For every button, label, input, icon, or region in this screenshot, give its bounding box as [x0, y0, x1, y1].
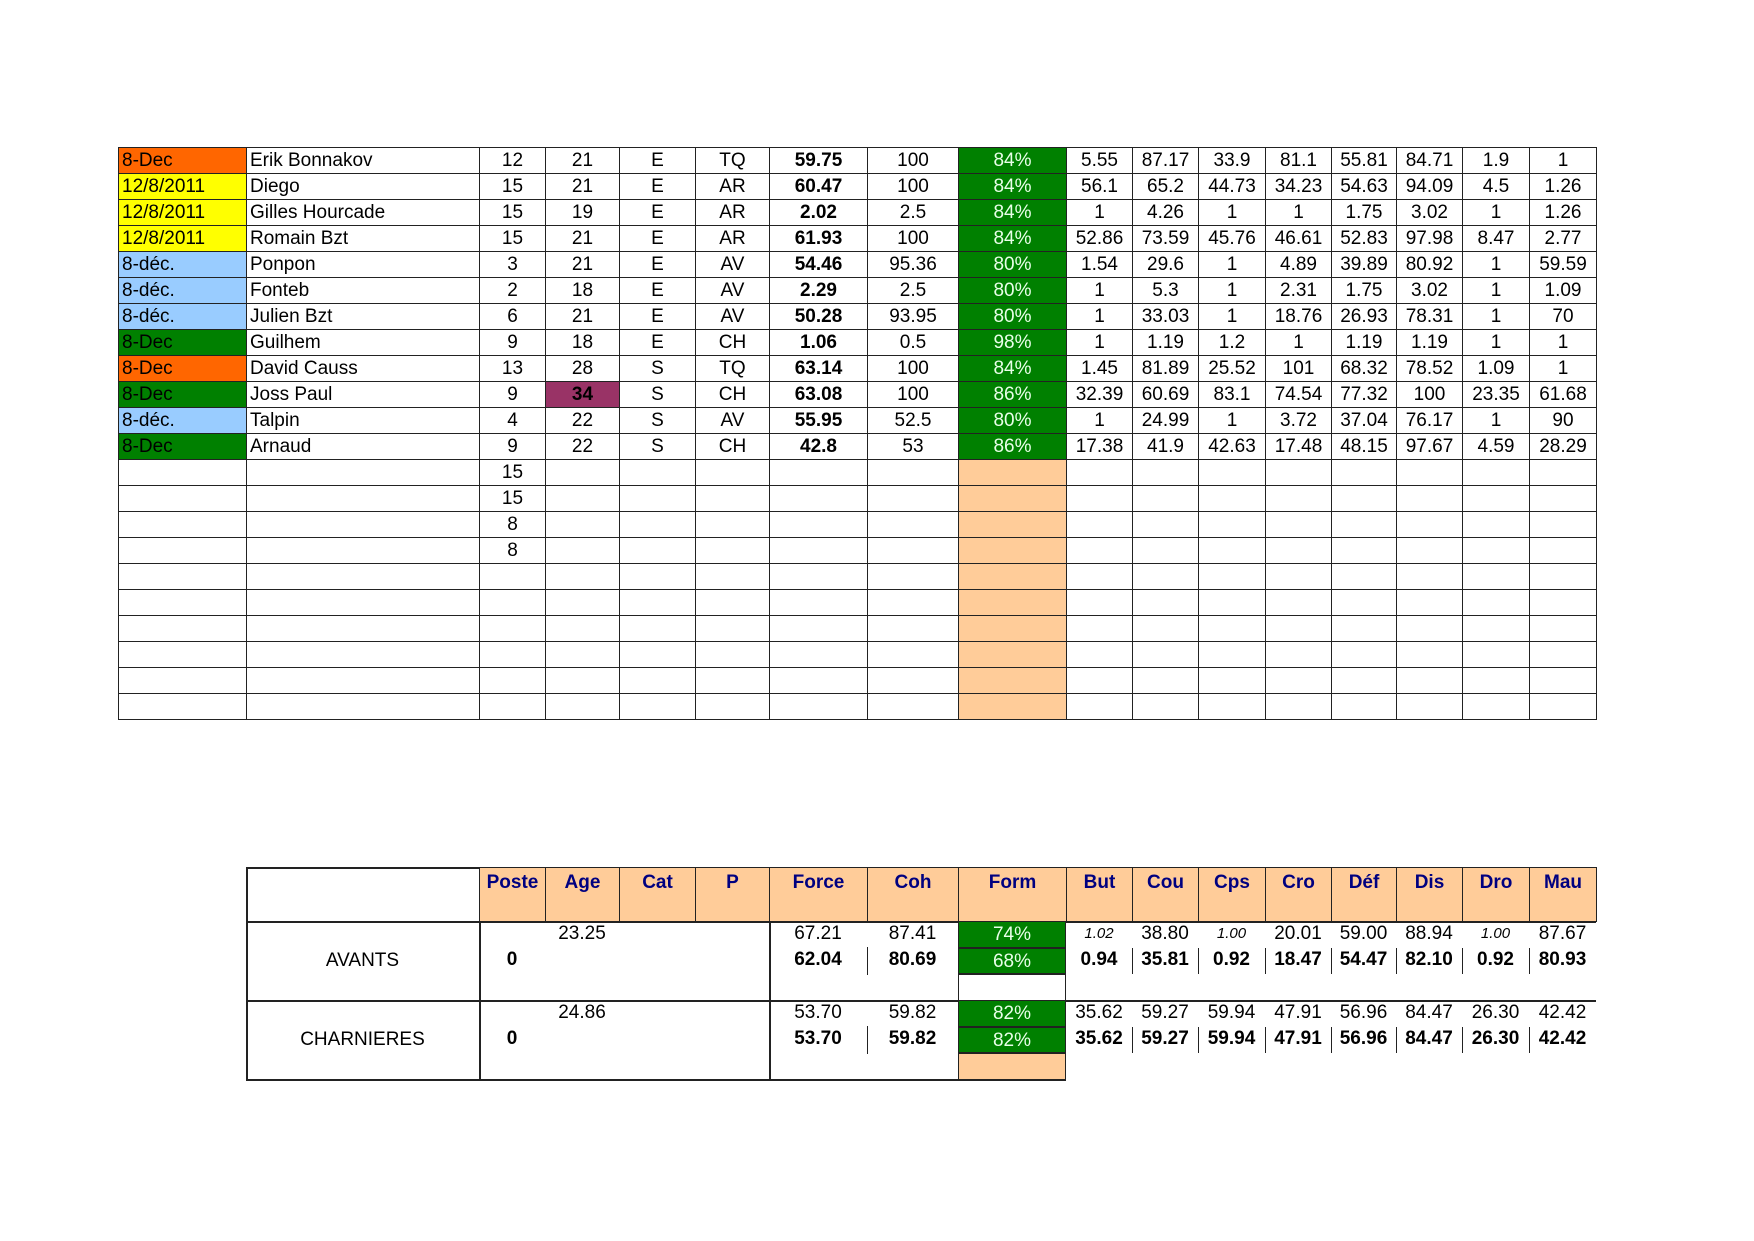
p-cell[interactable]: AR — [696, 174, 770, 200]
cat-cell[interactable]: S — [620, 434, 696, 460]
poste-cell[interactable]: 4 — [480, 408, 546, 434]
poste-cell[interactable]: 15 — [480, 174, 546, 200]
stat-cell[interactable]: 52.83 — [1332, 226, 1397, 252]
form-cell[interactable]: 84% — [959, 174, 1067, 200]
stat-cell[interactable]: 87.17 — [1133, 148, 1199, 174]
stat-cell[interactable]: 81.1 — [1266, 148, 1332, 174]
stat-cell[interactable]: 74.54 — [1266, 382, 1332, 408]
header-but: But — [1066, 867, 1133, 922]
grid-line — [246, 1079, 1066, 1081]
name-cell[interactable]: Arnaud — [247, 434, 480, 460]
force-value: 67.21 — [794, 923, 842, 944]
stat-cell[interactable]: 1.75 — [1332, 200, 1397, 226]
stat-cell[interactable]: 60.69 — [1133, 382, 1199, 408]
header-cou: Cou — [1132, 867, 1199, 922]
date-cell[interactable]: 12/8/2011 — [119, 200, 247, 226]
stat-cell[interactable]: 17.48 — [1266, 434, 1332, 460]
stat-cell[interactable]: 1.19 — [1133, 330, 1199, 356]
coh-cell[interactable]: 2.5 — [868, 200, 959, 226]
stat-value: 42.42 — [1538, 1002, 1587, 1023]
date-cell[interactable]: 8-déc. — [119, 408, 247, 434]
poste-cell[interactable]: 6 — [480, 304, 546, 330]
stat-cell[interactable]: 1.09 — [1463, 356, 1530, 382]
stat-value-2: 0.92 — [1477, 949, 1514, 970]
coh-value: 87.41 — [888, 923, 937, 944]
form-empty — [958, 1053, 1066, 1080]
coh-value-2: 59.82 — [888, 1028, 937, 1049]
stat-cell[interactable]: 4.26 — [1133, 200, 1199, 226]
name-cell[interactable]: Joss Paul — [247, 382, 480, 408]
stat-cell[interactable]: 45.76 — [1199, 226, 1266, 252]
stat-cell[interactable]: 77.32 — [1332, 382, 1397, 408]
stat-cell[interactable]: 1 — [1530, 148, 1597, 174]
stat-cell[interactable]: 55.81 — [1332, 148, 1397, 174]
force-cell[interactable]: 1.06 — [770, 330, 868, 356]
stat-cell[interactable]: 56.1 — [1067, 174, 1133, 200]
stat-value-2: 35.81 — [1141, 949, 1189, 970]
poste-cell[interactable]: 9 — [480, 434, 546, 460]
poste-cell[interactable]: 13 — [480, 356, 546, 382]
cat-cell[interactable]: S — [620, 382, 696, 408]
cat-cell[interactable]: E — [620, 226, 696, 252]
form-cell[interactable]: 84% — [959, 148, 1067, 174]
form-empty — [958, 974, 1066, 1001]
stat-cell[interactable]: 24.99 — [1133, 408, 1199, 434]
coh-cell[interactable]: 2.5 — [868, 278, 959, 304]
grid-line — [1132, 948, 1133, 974]
poste-cell[interactable]: 15 — [480, 200, 546, 226]
name-cell[interactable]: Gilles Hourcade — [247, 200, 480, 226]
empty-cell[interactable]: 8 — [480, 538, 546, 564]
name-cell[interactable]: Julien Bzt — [247, 304, 480, 330]
stat-cell[interactable]: 8.47 — [1463, 226, 1530, 252]
stat-value: 88.94 — [1405, 923, 1453, 944]
coh-cell[interactable]: 52.5 — [868, 408, 959, 434]
stat-cell[interactable]: 25.52 — [1199, 356, 1266, 382]
stat-cell[interactable]: 1 — [1530, 356, 1597, 382]
p-cell[interactable]: AR — [696, 200, 770, 226]
grid-line — [1132, 1027, 1133, 1053]
header-poste: Poste — [479, 867, 546, 922]
date-cell[interactable]: 12/8/2011 — [119, 174, 247, 200]
empty-cell[interactable]: 8 — [480, 512, 546, 538]
age-cell[interactable]: 22 — [546, 408, 620, 434]
stat-value-2: 80.93 — [1538, 949, 1587, 970]
stat-cell[interactable]: 29.6 — [1133, 252, 1199, 278]
stat-value: 59.94 — [1207, 1002, 1256, 1023]
poste-cell[interactable]: 9 — [480, 330, 546, 356]
force-cell[interactable]: 59.75 — [770, 148, 868, 174]
header-déf: Déf — [1331, 867, 1397, 922]
stat-cell[interactable]: 37.04 — [1332, 408, 1397, 434]
stat-cell[interactable]: 2.31 — [1266, 278, 1332, 304]
name-cell[interactable]: Fonteb — [247, 278, 480, 304]
coh-cell[interactable]: 100 — [868, 148, 959, 174]
stat-cell[interactable]: 42.63 — [1199, 434, 1266, 460]
stat-cell[interactable]: 1.45 — [1067, 356, 1133, 382]
form-cell[interactable]: 86% — [959, 382, 1067, 408]
grid-line — [1396, 948, 1397, 974]
stat-value: 47.91 — [1274, 1002, 1322, 1023]
stat-cell[interactable]: 52.86 — [1067, 226, 1133, 252]
stat-cell[interactable]: 1 — [1266, 330, 1332, 356]
age-cell[interactable]: 21 — [546, 148, 620, 174]
stat-cell[interactable]: 1 — [1463, 330, 1530, 356]
header-force: Force — [769, 867, 868, 922]
coh-cell[interactable]: 100 — [868, 382, 959, 408]
stat-cell[interactable]: 4.89 — [1266, 252, 1332, 278]
grid-line — [1198, 1027, 1199, 1053]
stat-value: 1.00 — [1216, 925, 1247, 942]
stat-cell[interactable]: 4.5 — [1463, 174, 1530, 200]
header-age: Age — [545, 867, 620, 922]
form-cell[interactable]: 86% — [959, 434, 1067, 460]
stat-cell[interactable]: 32.39 — [1067, 382, 1133, 408]
date-cell[interactable]: 8-Dec — [119, 434, 247, 460]
header-cro: Cro — [1265, 867, 1332, 922]
age-cell[interactable]: 18 — [546, 330, 620, 356]
cat-cell[interactable]: S — [620, 408, 696, 434]
form-value: 82% — [958, 1000, 1066, 1027]
grid-line — [1529, 1027, 1530, 1053]
stat-cell[interactable]: 18.76 — [1266, 304, 1332, 330]
stat-cell[interactable]: 48.15 — [1332, 434, 1397, 460]
force-cell[interactable]: 2.02 — [770, 200, 868, 226]
stat-cell[interactable]: 73.59 — [1133, 226, 1199, 252]
poste-cell[interactable]: 3 — [480, 252, 546, 278]
stat-cell[interactable]: 59.59 — [1530, 252, 1597, 278]
date-cell[interactable]: 8-déc. — [119, 304, 247, 330]
age-cell[interactable]: 22 — [546, 434, 620, 460]
date-cell[interactable]: 8-Dec — [119, 356, 247, 382]
stat-cell[interactable]: 1 — [1067, 278, 1133, 304]
stat-value: 1.00 — [1480, 925, 1511, 942]
stat-cell[interactable]: 78.52 — [1397, 356, 1463, 382]
empty-cell[interactable]: 15 — [480, 460, 546, 486]
age-value: 24.86 — [558, 1002, 606, 1023]
stat-value: 56.96 — [1339, 1002, 1388, 1023]
cat-cell[interactable]: E — [620, 330, 696, 356]
p-cell[interactable]: AV — [696, 304, 770, 330]
coh-cell[interactable]: 0.5 — [868, 330, 959, 356]
age-cell[interactable]: 18 — [546, 278, 620, 304]
header-dro: Dro — [1462, 867, 1530, 922]
stat-cell[interactable]: 1.9 — [1463, 148, 1530, 174]
grid-line — [1198, 948, 1199, 974]
grid-line — [1265, 948, 1266, 974]
stat-cell[interactable]: 1.54 — [1067, 252, 1133, 278]
coh-cell[interactable]: 53 — [868, 434, 959, 460]
stat-cell[interactable]: 1 — [1463, 252, 1530, 278]
age-cell[interactable]: 19 — [546, 200, 620, 226]
stat-value: 35.62 — [1075, 1002, 1123, 1023]
grid-line — [1331, 1027, 1332, 1053]
stat-cell[interactable]: 5.3 — [1133, 278, 1199, 304]
grid-line — [1331, 948, 1332, 974]
stat-cell[interactable]: 68.32 — [1332, 356, 1397, 382]
header-dis: Dis — [1396, 867, 1463, 922]
stat-cell[interactable]: 100 — [1397, 382, 1463, 408]
form-cell[interactable]: 80% — [959, 252, 1067, 278]
stat-cell[interactable]: 1 — [1266, 200, 1332, 226]
grid-line — [1396, 1027, 1397, 1053]
stat-value-2: 59.27 — [1141, 1028, 1189, 1049]
stat-value-2: 18.47 — [1274, 949, 1322, 970]
p-cell[interactable]: CH — [696, 330, 770, 356]
stat-cell[interactable]: 84.71 — [1397, 148, 1463, 174]
poste-cell[interactable]: 9 — [480, 382, 546, 408]
stat-cell[interactable]: 1 — [1199, 408, 1266, 434]
stat-cell[interactable]: 1.19 — [1332, 330, 1397, 356]
date-cell[interactable]: 8-Dec — [119, 330, 247, 356]
form-cell[interactable]: 80% — [959, 304, 1067, 330]
stat-value: 38.80 — [1141, 923, 1189, 944]
age-cell[interactable]: 21 — [546, 252, 620, 278]
force-cell[interactable]: 50.28 — [770, 304, 868, 330]
cat-cell[interactable]: E — [620, 200, 696, 226]
name-cell[interactable]: Romain Bzt — [247, 226, 480, 252]
form-cell[interactable]: 84% — [959, 356, 1067, 382]
stat-cell[interactable]: 1 — [1463, 278, 1530, 304]
date-cell[interactable]: 8-Dec — [119, 382, 247, 408]
stat-cell[interactable]: 1 — [1463, 200, 1530, 226]
stat-cell[interactable]: 33.03 — [1133, 304, 1199, 330]
stat-cell[interactable]: 1 — [1530, 330, 1597, 356]
coh-cell[interactable]: 93.95 — [868, 304, 959, 330]
cat-cell[interactable]: E — [620, 148, 696, 174]
stat-value-2: 54.47 — [1339, 949, 1388, 970]
stat-value: 20.01 — [1274, 923, 1322, 944]
stat-value: 59.00 — [1339, 923, 1388, 944]
date-cell[interactable]: 8-déc. — [119, 278, 247, 304]
name-cell[interactable]: Erik Bonnakov — [247, 148, 480, 174]
header-form: Form — [958, 867, 1067, 922]
stat-cell[interactable]: 1 — [1199, 252, 1266, 278]
date-cell[interactable]: 12/8/2011 — [119, 226, 247, 252]
grid-line — [1462, 1027, 1463, 1053]
stat-cell[interactable]: 94.09 — [1397, 174, 1463, 200]
stat-value-2: 0.94 — [1080, 949, 1118, 970]
stat-cell[interactable]: 1.19 — [1397, 330, 1463, 356]
form-cell[interactable]: 84% — [959, 200, 1067, 226]
stat-cell[interactable]: 33.9 — [1199, 148, 1266, 174]
stat-cell[interactable]: 54.63 — [1332, 174, 1397, 200]
poste-cell[interactable]: 15 — [480, 226, 546, 252]
p-cell[interactable]: AV — [696, 278, 770, 304]
stat-cell[interactable]: 28.29 — [1530, 434, 1597, 460]
stat-value: 59.27 — [1141, 1002, 1189, 1023]
stat-cell[interactable]: 17.38 — [1067, 434, 1133, 460]
stat-value-2: 82.10 — [1405, 949, 1453, 970]
force-cell[interactable]: 61.93 — [770, 226, 868, 252]
form-value: 74% — [958, 921, 1066, 948]
stat-cell[interactable]: 1 — [1067, 408, 1133, 434]
poste-cell[interactable]: 2 — [480, 278, 546, 304]
stat-cell[interactable]: 65.2 — [1133, 174, 1199, 200]
stat-cell[interactable]: 1 — [1067, 330, 1133, 356]
force-value-2: 53.70 — [794, 1028, 842, 1049]
header-cps: Cps — [1198, 867, 1266, 922]
coh-cell[interactable]: 100 — [868, 174, 959, 200]
stat-cell[interactable]: 3.02 — [1397, 200, 1463, 226]
header-p: P — [695, 867, 770, 922]
form-cell[interactable]: 80% — [959, 278, 1067, 304]
poste-value: 0 — [506, 1028, 518, 1049]
stat-cell[interactable]: 90 — [1530, 408, 1597, 434]
force-cell[interactable]: 63.08 — [770, 382, 868, 408]
name-cell[interactable]: Ponpon — [247, 252, 480, 278]
name-cell[interactable]: Talpin — [247, 408, 480, 434]
stat-value: 26.30 — [1471, 1002, 1520, 1023]
stat-cell[interactable]: 1 — [1463, 304, 1530, 330]
stat-cell[interactable]: 44.73 — [1199, 174, 1266, 200]
stat-cell[interactable]: 97.67 — [1397, 434, 1463, 460]
stat-cell[interactable]: 76.17 — [1397, 408, 1463, 434]
force-value: 53.70 — [794, 1002, 842, 1023]
name-cell[interactable]: Diego — [247, 174, 480, 200]
poste-value: 0 — [506, 949, 518, 970]
stat-cell[interactable]: 1 — [1463, 408, 1530, 434]
force-value-2: 62.04 — [794, 949, 842, 970]
grid-line — [1265, 1027, 1266, 1053]
stat-cell[interactable]: 26.93 — [1332, 304, 1397, 330]
name-cell[interactable]: David Causs — [247, 356, 480, 382]
stat-value-2: 0.92 — [1213, 949, 1250, 970]
name-cell[interactable]: Guilhem — [247, 330, 480, 356]
age-cell[interactable]: 21 — [546, 174, 620, 200]
force-cell[interactable]: 55.95 — [770, 408, 868, 434]
stat-value-2: 56.96 — [1339, 1028, 1388, 1049]
stat-cell[interactable]: 1.26 — [1530, 200, 1597, 226]
cat-cell[interactable]: E — [620, 252, 696, 278]
header-mau: Mau — [1529, 867, 1597, 922]
stat-cell[interactable]: 1 — [1199, 278, 1266, 304]
form-value-2: 68% — [958, 948, 1066, 974]
empty-cell[interactable]: 15 — [480, 486, 546, 512]
header-cat: Cat — [619, 867, 696, 922]
form-cell[interactable]: 84% — [959, 226, 1067, 252]
stat-cell[interactable]: 78.31 — [1397, 304, 1463, 330]
grid-line — [1529, 948, 1530, 974]
stat-value: 1.02 — [1084, 925, 1114, 942]
coh-value-2: 80.69 — [888, 949, 937, 970]
stat-cell[interactable]: 1.75 — [1332, 278, 1397, 304]
p-cell[interactable]: AR — [696, 226, 770, 252]
stat-value: 84.47 — [1405, 1002, 1453, 1023]
stat-value-2: 59.94 — [1207, 1028, 1256, 1049]
grid-line — [867, 947, 868, 975]
stat-cell[interactable]: 1 — [1067, 304, 1133, 330]
form-cell[interactable]: 98% — [959, 330, 1067, 356]
p-cell[interactable]: TQ — [696, 148, 770, 174]
stat-value-2: 26.30 — [1471, 1028, 1520, 1049]
stat-cell[interactable]: 5.55 — [1067, 148, 1133, 174]
p-cell[interactable]: TQ — [696, 356, 770, 382]
stat-cell[interactable]: 2.77 — [1530, 226, 1597, 252]
stat-cell[interactable]: 1 — [1199, 304, 1266, 330]
cat-cell[interactable]: E — [620, 278, 696, 304]
group-label: AVANTS — [325, 950, 400, 971]
form-cell[interactable]: 80% — [959, 408, 1067, 434]
poste-cell[interactable]: 12 — [480, 148, 546, 174]
stat-cell[interactable]: 46.61 — [1266, 226, 1332, 252]
p-cell[interactable]: AV — [696, 252, 770, 278]
stat-cell[interactable]: 3.02 — [1397, 278, 1463, 304]
stat-value-2: 35.62 — [1075, 1028, 1123, 1049]
age-cell[interactable]: 21 — [546, 226, 620, 252]
coh-value: 59.82 — [888, 1002, 937, 1023]
stat-cell[interactable]: 39.89 — [1332, 252, 1397, 278]
cat-cell[interactable]: E — [620, 304, 696, 330]
force-cell[interactable]: 63.14 — [770, 356, 868, 382]
cat-cell[interactable]: S — [620, 356, 696, 382]
stat-cell[interactable]: 83.1 — [1199, 382, 1266, 408]
grid-line — [867, 1026, 868, 1054]
stat-cell[interactable]: 81.89 — [1133, 356, 1199, 382]
force-cell[interactable]: 54.46 — [770, 252, 868, 278]
coh-cell[interactable]: 95.36 — [868, 252, 959, 278]
stat-value-2: 42.42 — [1538, 1028, 1587, 1049]
stat-cell[interactable]: 101 — [1266, 356, 1332, 382]
stat-cell[interactable]: 4.59 — [1463, 434, 1530, 460]
force-cell[interactable]: 42.8 — [770, 434, 868, 460]
stat-cell[interactable]: 34.23 — [1266, 174, 1332, 200]
stat-cell[interactable]: 1 — [1199, 200, 1266, 226]
stat-cell[interactable]: 1 — [1067, 200, 1133, 226]
force-cell[interactable]: 60.47 — [770, 174, 868, 200]
date-cell[interactable]: 8-Dec — [119, 148, 247, 174]
stat-value-2: 84.47 — [1405, 1028, 1453, 1049]
coh-cell[interactable]: 100 — [868, 356, 959, 382]
cat-cell[interactable]: E — [620, 174, 696, 200]
header-coh: Coh — [867, 867, 959, 922]
stat-cell[interactable]: 97.98 — [1397, 226, 1463, 252]
stat-cell[interactable]: 1.26 — [1530, 174, 1597, 200]
p-cell[interactable]: CH — [696, 434, 770, 460]
age-value: 23.25 — [558, 923, 606, 944]
p-cell[interactable]: CH — [696, 382, 770, 408]
p-cell[interactable]: AV — [696, 408, 770, 434]
group-label: CHARNIERES — [300, 1029, 425, 1050]
stat-cell[interactable]: 1.09 — [1530, 278, 1597, 304]
stat-cell[interactable]: 61.68 — [1530, 382, 1597, 408]
stat-cell[interactable]: 23.35 — [1463, 382, 1530, 408]
coh-cell[interactable]: 100 — [868, 226, 959, 252]
force-cell[interactable]: 2.29 — [770, 278, 868, 304]
grid-line — [1462, 948, 1463, 974]
age-cell[interactable]: 28 — [546, 356, 620, 382]
stat-cell[interactable]: 41.9 — [1133, 434, 1199, 460]
stat-value: 87.67 — [1538, 923, 1587, 944]
stat-value-2: 47.91 — [1274, 1028, 1322, 1049]
stat-cell[interactable]: 80.92 — [1397, 252, 1463, 278]
stat-cell[interactable]: 70 — [1530, 304, 1597, 330]
age-cell[interactable]: 34 — [546, 382, 620, 408]
form-value-2: 82% — [958, 1027, 1066, 1053]
stat-cell[interactable]: 3.72 — [1266, 408, 1332, 434]
date-cell[interactable]: 8-déc. — [119, 252, 247, 278]
age-cell[interactable]: 21 — [546, 304, 620, 330]
stat-cell[interactable]: 1.2 — [1199, 330, 1266, 356]
